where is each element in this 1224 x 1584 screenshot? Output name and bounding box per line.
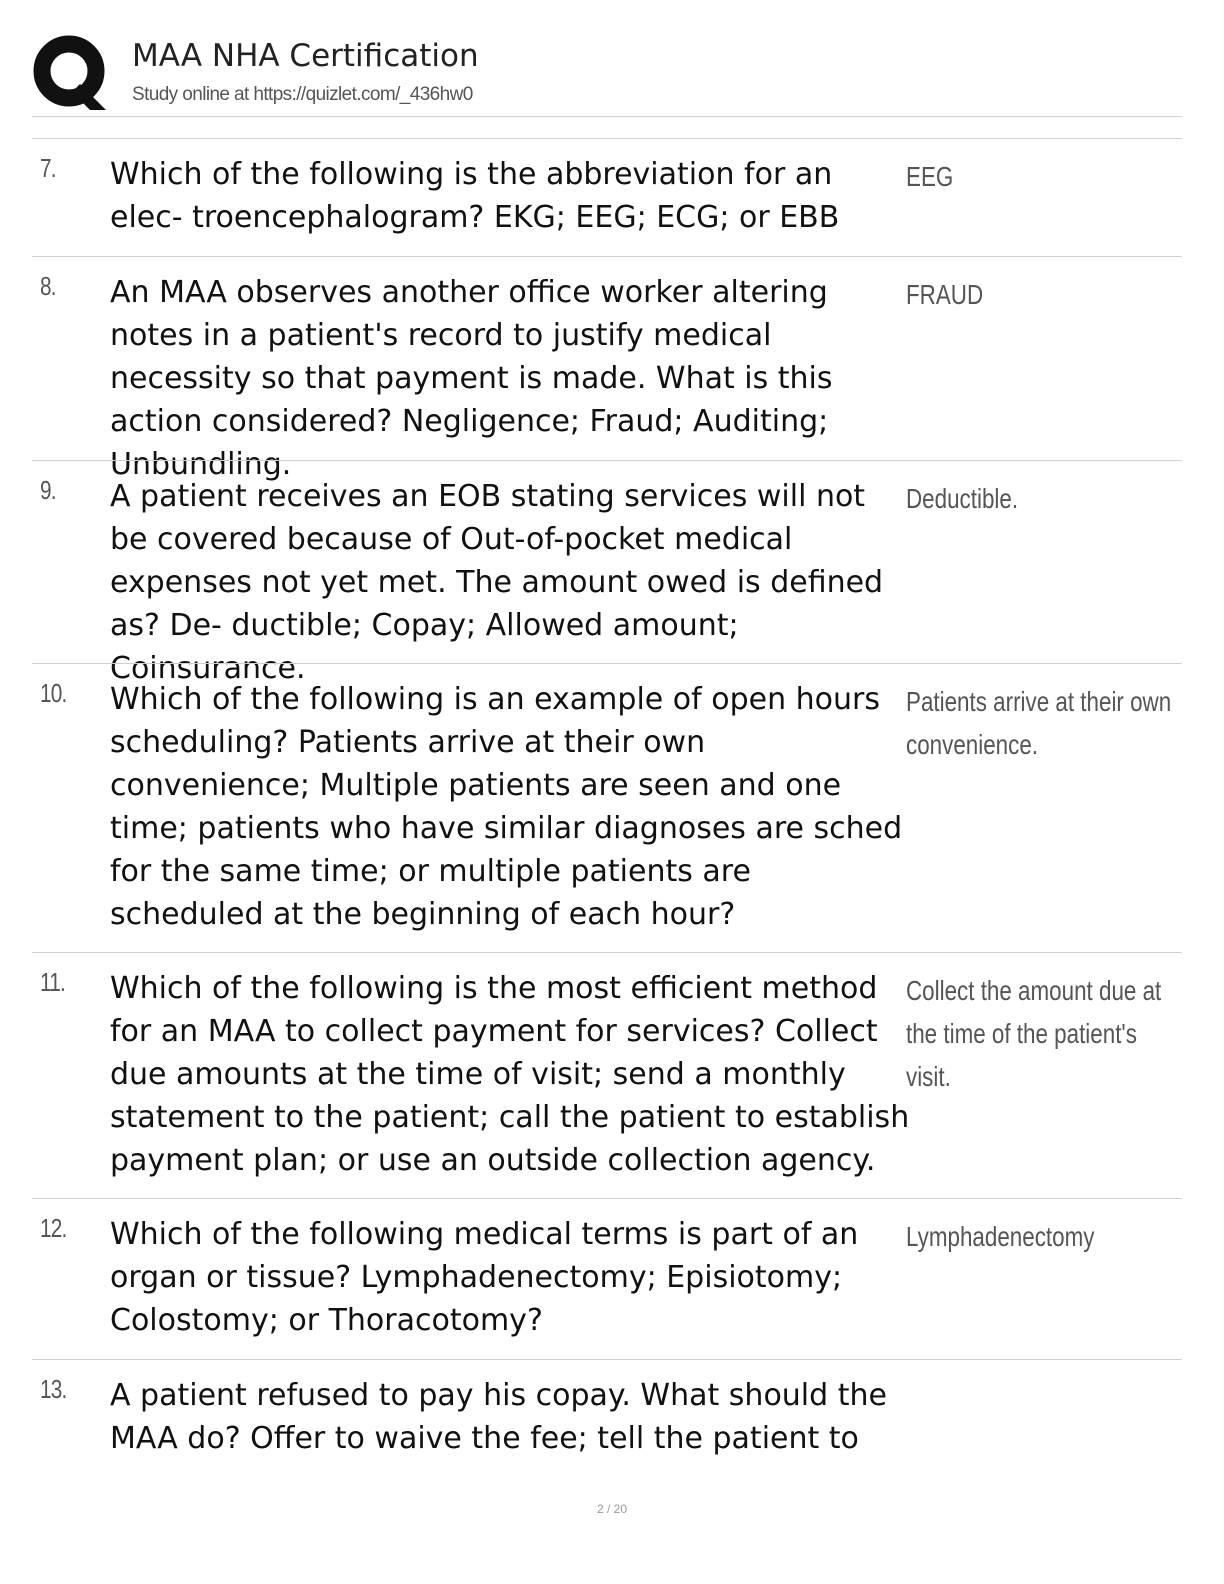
- quizlet-logo-icon: [32, 34, 110, 112]
- card-question: Which of the following is an example of open hours scheduling? Patients arrive at their own convenience; Multiple patients are seen and one time; patients who have similar diagnoses are sched for the same time; or multiple patients are scheduled at the beginning of each hour?: [110, 682, 903, 932]
- header-divider: [32, 116, 1182, 117]
- card-answer: Lymphadenectomy: [906, 1221, 1095, 1252]
- flashcard: [32, 460, 1182, 686]
- card-answer: Collect the amount due at the time of the patient's visit.: [906, 975, 1162, 1092]
- flashcard: [32, 1359, 1182, 1479]
- flashcard: [32, 952, 1182, 1198]
- card-number: 10.: [40, 678, 67, 708]
- card-number: 12.: [40, 1213, 67, 1243]
- flashcard: [32, 663, 1182, 952]
- study-link[interactable]: Study online at https://quizlet.com/_436hw0: [132, 84, 473, 105]
- document-title: MAA NHA Certification: [132, 38, 479, 74]
- card-number: 8.: [40, 271, 56, 301]
- card-answer: EEG: [906, 161, 954, 192]
- card-number: 9.: [40, 475, 56, 505]
- card-answer: Patients arrive at their own convenience.: [906, 686, 1172, 760]
- flashcard: [32, 138, 1182, 256]
- card-question: An MAA observes another office worker altering notes in a patient's record to justify medical necessity so that payment is made. What is this action considered? Negligence; Fraud; Auditing; Unbundling.: [110, 275, 833, 482]
- card-answer: Deductible.: [906, 483, 1019, 514]
- card-question: A patient refused to pay his copay. What should the MAA do? Offer to waive the fee; tell the patient to: [110, 1378, 887, 1456]
- page-number: 2 / 20: [596, 1502, 628, 1516]
- flashcard: [32, 1198, 1182, 1359]
- flashcard-list: [32, 138, 1182, 1479]
- card-number: 13.: [40, 1374, 67, 1404]
- card-number: 7.: [40, 153, 56, 183]
- card-question: Which of the following is the most efficient method for an MAA to collect payment for services? Collect due amounts at the time of visit; send a monthly statement to the patient; call the patient to establish payment plan; or use an outside collection agency.: [110, 971, 910, 1178]
- page-header: [32, 30, 1182, 120]
- flashcard: [32, 256, 1182, 482]
- card-number: 11.: [40, 967, 65, 997]
- card-question: A patient receives an EOB stating services will not be covered because of Out-of-pocket medical expenses not yet met. The amount owed is defined as? De- ductible; Copay; Allowed amount; Coinsurance.: [110, 479, 884, 686]
- card-answer: FRAUD: [906, 279, 984, 310]
- card-question: Which of the following medical terms is part of an organ or tissue? Lymphadenectomy; Episiotomy; Colostomy; or Thoracotomy?: [110, 1217, 859, 1338]
- card-question: Which of the following is the abbreviation for an elec- troencephalogram? EKG; EEG; ECG; or EBB: [110, 157, 840, 235]
